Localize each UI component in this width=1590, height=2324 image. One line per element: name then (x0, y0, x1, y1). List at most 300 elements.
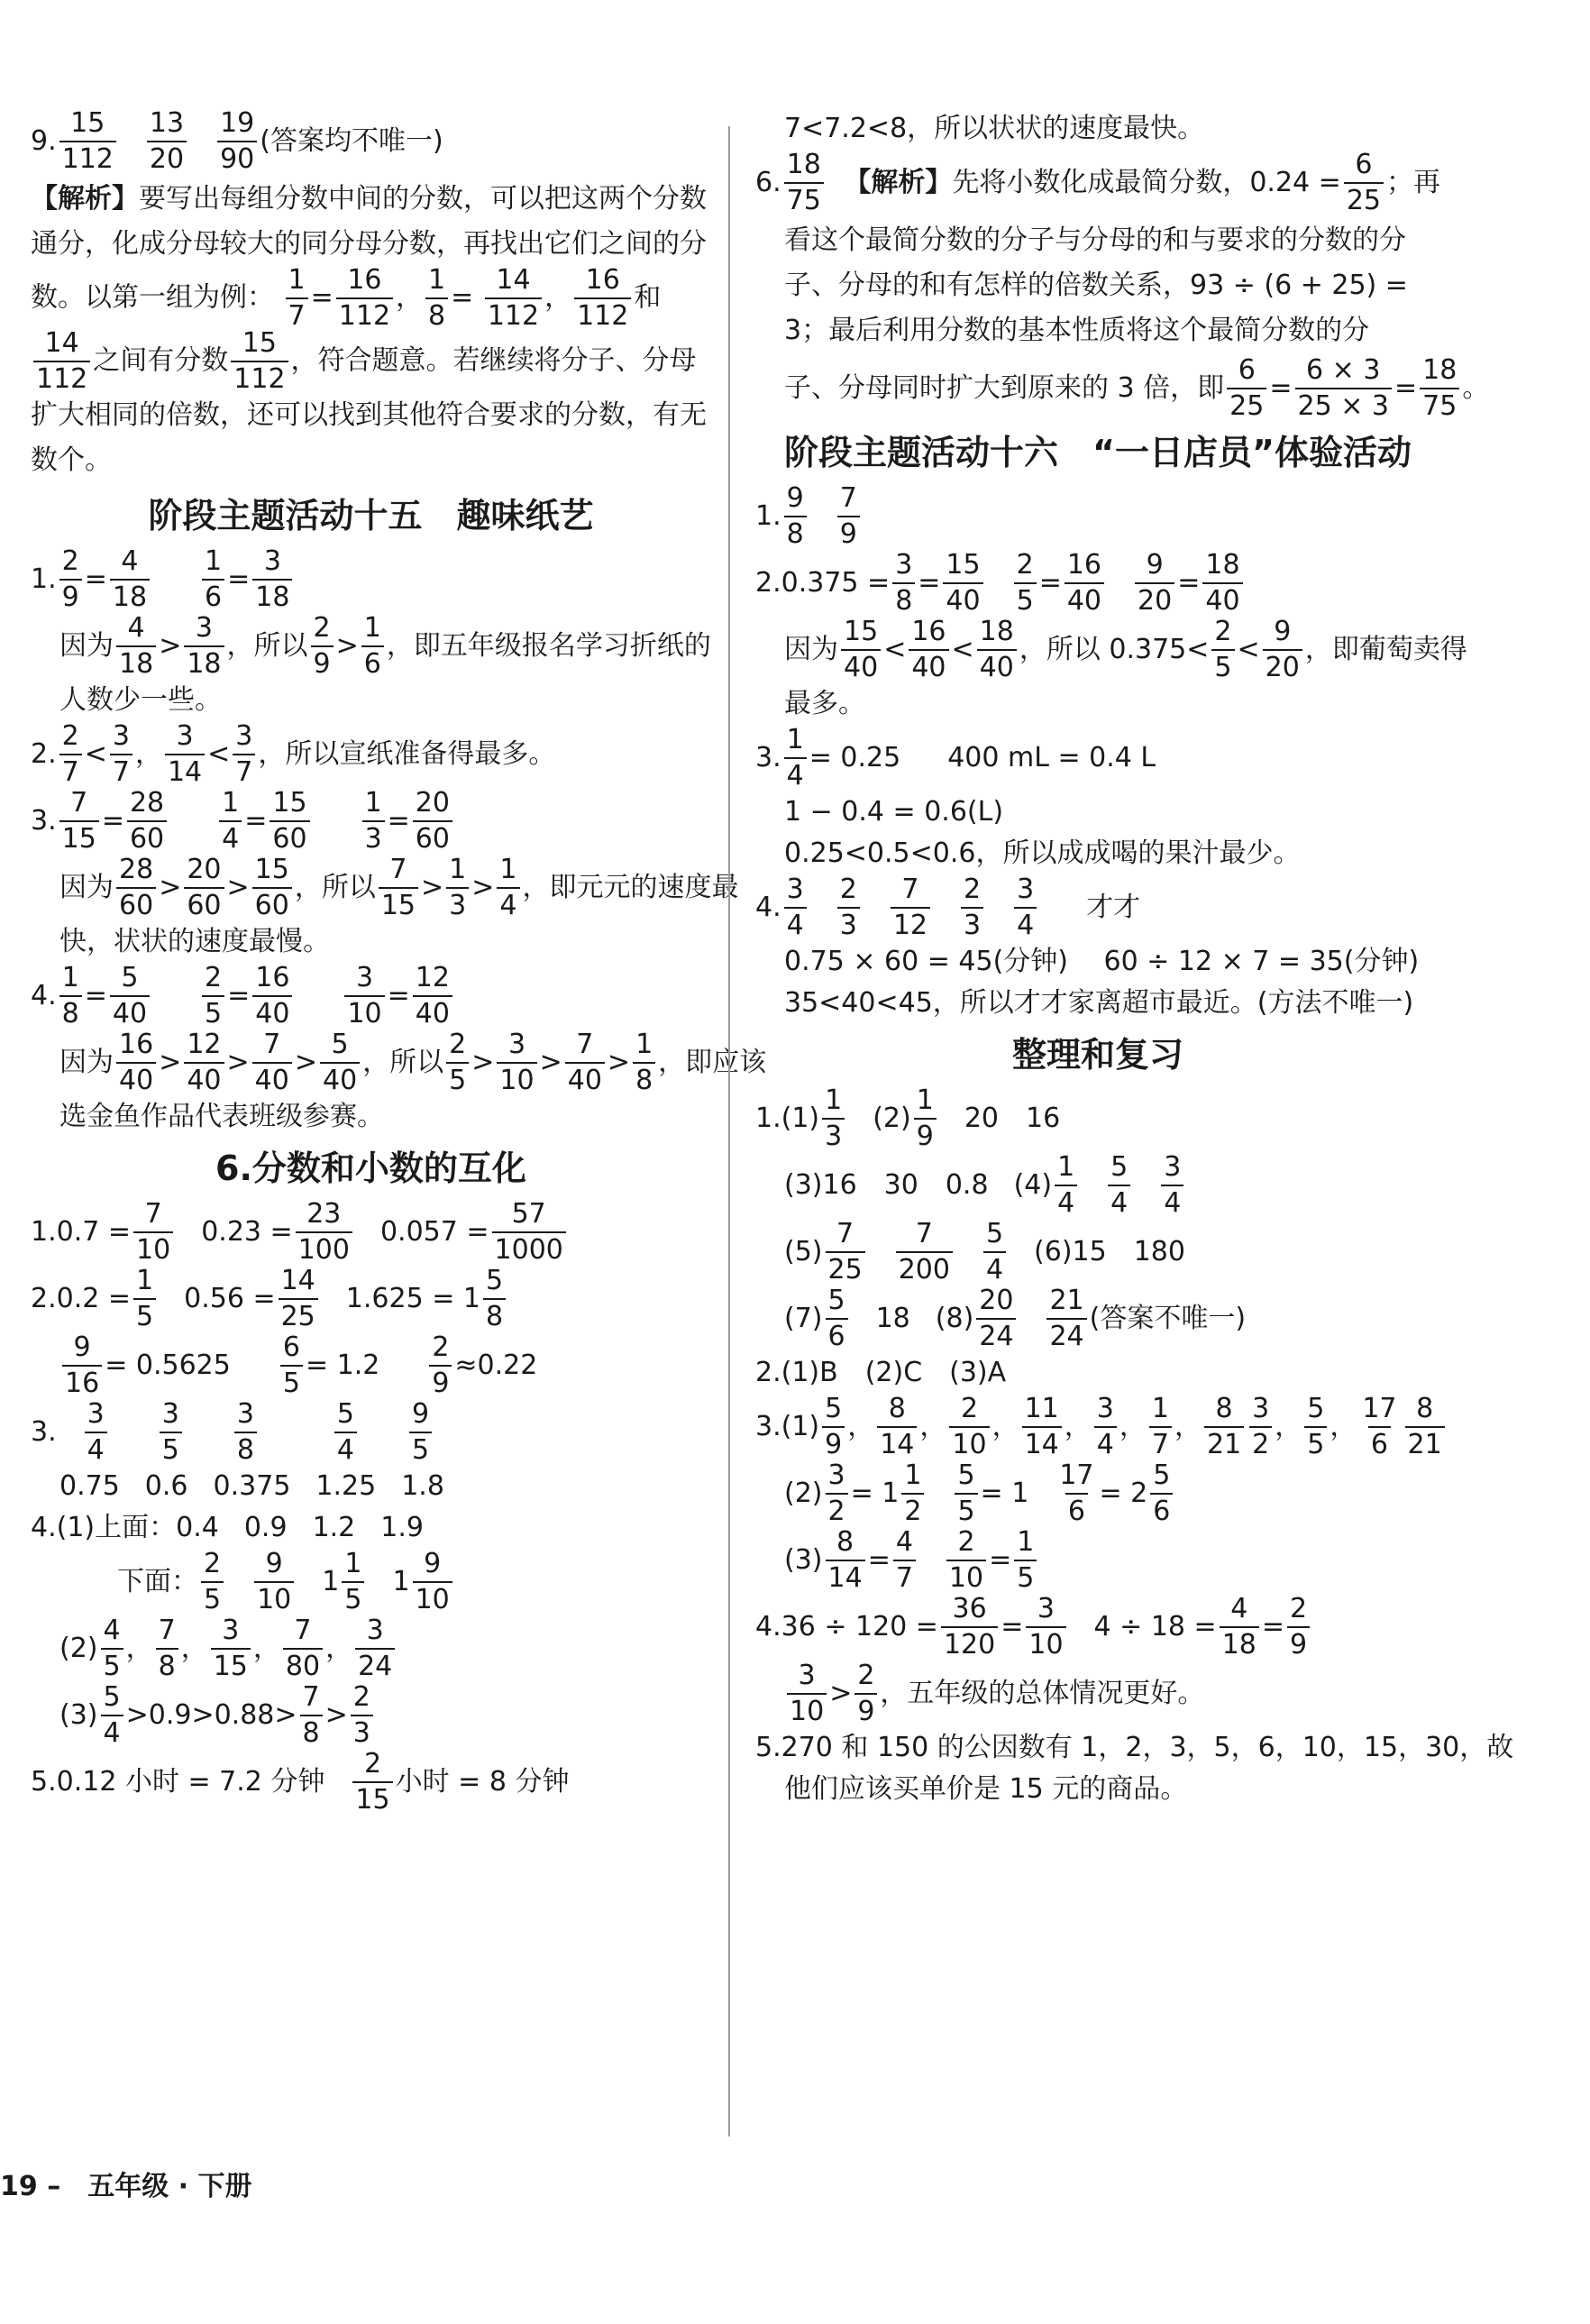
fraction (234, 1398, 257, 1466)
numerator: 9 (1274, 616, 1292, 647)
numerator: 15 (272, 787, 307, 819)
denominator: 40 (841, 649, 881, 682)
equals: = (1001, 1611, 1024, 1642)
denominator: 4 (101, 1715, 123, 1747)
fraction (949, 1395, 989, 1459)
fraction (485, 264, 542, 332)
fraction (826, 1526, 865, 1594)
denominator: 90 (217, 141, 257, 173)
numerator: 1 (428, 264, 446, 296)
numerator: 1 (1151, 1393, 1169, 1424)
text: 因为 (784, 634, 838, 665)
fraction (1014, 876, 1037, 939)
numerator: 3 (222, 1615, 240, 1646)
gt: > (335, 630, 359, 662)
fraction (254, 1548, 294, 1615)
text: ；再 (1386, 167, 1440, 198)
fraction (955, 1459, 977, 1527)
denominator: 25 × 3 (1295, 388, 1392, 420)
fraction (497, 856, 519, 920)
gt: > (471, 872, 495, 903)
gt: > (226, 872, 250, 903)
fraction (1108, 1151, 1130, 1219)
denominator: 25 (826, 1251, 865, 1284)
text: 20 16 (964, 1103, 1061, 1134)
fraction (409, 1398, 432, 1466)
gt: > (324, 1699, 348, 1731)
numerator: 5 (827, 1285, 845, 1316)
fraction (85, 1398, 107, 1466)
denominator: 7 (1149, 1426, 1172, 1459)
text: (8) (935, 1303, 974, 1334)
numerator: 14 (280, 1265, 315, 1296)
numerator: 9 (412, 1398, 430, 1430)
denominator: 8 (784, 516, 807, 548)
numerator: 20 (979, 1285, 1014, 1316)
comma: ， (125, 1633, 153, 1664)
numerator: 2 (957, 1526, 975, 1558)
fraction (231, 327, 288, 395)
fraction (837, 876, 860, 939)
numerator: 1 (1057, 1151, 1075, 1183)
fraction (1287, 1593, 1310, 1661)
denominator: 4 (784, 757, 807, 790)
numerator: 2 (857, 1660, 875, 1691)
numerator: 2 (61, 545, 79, 577)
numerator: 9 (424, 1548, 442, 1579)
numerator: 3 (263, 545, 281, 577)
numerator: 57 (511, 1198, 546, 1230)
value: 0.75 (59, 1470, 120, 1502)
denominator: 14 (826, 1560, 865, 1592)
denominator: 112 (574, 297, 631, 330)
fraction (891, 876, 930, 939)
left-column (31, 106, 767, 1817)
value: 1.9 (380, 1512, 424, 1543)
analysis-9 (31, 177, 711, 483)
fraction (252, 856, 292, 920)
value: 0.375 (213, 1470, 291, 1502)
fraction (565, 1031, 605, 1094)
fraction (941, 1593, 998, 1661)
answer-s15-1 (31, 545, 711, 613)
value: 0.9 (243, 1512, 288, 1543)
numerator: 28 (119, 854, 154, 885)
fraction (914, 1084, 937, 1152)
numerator: 2 (1290, 1593, 1308, 1624)
text: (1) (781, 1411, 820, 1442)
answer-s15-2 (31, 720, 711, 788)
numerator: 1 (635, 1029, 653, 1060)
text: 才才 (1086, 892, 1141, 923)
fraction (1295, 354, 1392, 422)
fraction (841, 618, 881, 682)
denominator: 10 (1026, 1626, 1065, 1659)
fraction (379, 856, 418, 920)
denominator: 20 (147, 141, 187, 173)
fraction (1359, 1395, 1399, 1459)
fraction (483, 1267, 506, 1331)
comma: ， (134, 738, 162, 770)
text: (7) (784, 1303, 823, 1334)
text: ，所以 (226, 630, 308, 662)
denominator: 16 (62, 1365, 102, 1397)
comma: ， (180, 1633, 208, 1664)
answer-rv2: 2.(1)B (2)C (3)A (755, 1357, 1007, 1388)
numerator: 5 (1307, 1393, 1325, 1424)
fraction (1263, 618, 1302, 682)
value: 1.2 (312, 1512, 356, 1543)
fraction (202, 962, 224, 1029)
numerator: 4 (121, 545, 139, 577)
item-number: 4. (755, 1611, 781, 1642)
fraction (1202, 549, 1242, 617)
numerator: 17 (1059, 1459, 1094, 1491)
gt: > (226, 1047, 250, 1078)
denominator: 4 (85, 1432, 107, 1464)
fraction (352, 1748, 392, 1816)
equals: = (387, 980, 410, 1011)
text: (1) (781, 1103, 820, 1134)
numerator: 2 (1016, 549, 1034, 581)
denominator: 60 (270, 820, 309, 853)
text: = 1 (850, 1478, 900, 1509)
item-number: 3. (31, 1416, 57, 1448)
denominator: 3 (837, 907, 860, 939)
denominator: 112 (485, 297, 542, 330)
numerator: 16 (119, 1029, 154, 1060)
fraction (784, 482, 807, 550)
denominator: 40 (116, 1062, 156, 1094)
numerator: 1 (786, 724, 804, 755)
item-number: 1. (31, 1216, 57, 1248)
item-number: 3. (755, 1411, 781, 1442)
item-number: 9. (31, 125, 57, 157)
numerator: 1 (205, 545, 223, 577)
fraction (211, 1617, 251, 1680)
numerator: 3 (1017, 874, 1035, 905)
fraction (837, 482, 860, 550)
numerator: 7 (836, 1218, 854, 1249)
text: 1.625 = 1 (345, 1283, 480, 1314)
numerator: 7 (915, 1218, 933, 1249)
fraction (574, 264, 631, 332)
answer-6-4-2 (31, 1617, 711, 1680)
comma: ， (1330, 1411, 1357, 1442)
fraction (1344, 151, 1384, 215)
numerator: 4 (103, 1615, 121, 1646)
text: (6)15 180 (1034, 1236, 1185, 1267)
denominator: 7 (59, 754, 82, 786)
numerator: 2 (449, 1029, 467, 1060)
text: 18 (875, 1303, 910, 1334)
numerator: 7 (263, 1029, 281, 1060)
item-number: 4. (755, 892, 781, 923)
text: = 0.5625 (105, 1350, 231, 1381)
text: 400 mL = 0.4 L (947, 742, 1156, 773)
denominator: 40 (184, 1062, 224, 1094)
denominator: 8 (892, 582, 915, 615)
numerator: 13 (149, 107, 185, 139)
and-text: 和 (634, 281, 662, 314)
denominator: 7 (286, 297, 308, 330)
text: 36 ÷ 120 = (781, 1611, 938, 1642)
fraction (784, 151, 824, 215)
denominator: 5 (280, 1365, 303, 1397)
answer-6-4-1-lower (31, 1548, 711, 1615)
numerator: 5 (331, 1029, 349, 1060)
fraction (217, 107, 257, 175)
denominator: 4 (219, 820, 242, 853)
fraction (1150, 1459, 1173, 1527)
denominator: 200 (896, 1251, 953, 1284)
fraction (413, 787, 452, 855)
fraction (1046, 1287, 1086, 1350)
fraction (1405, 1395, 1445, 1459)
denominator: 40 (977, 649, 1017, 682)
numerator: 2 (363, 1748, 382, 1780)
numerator: 3 (1037, 1593, 1055, 1624)
numerator: 7 (576, 1029, 594, 1060)
gt: > (607, 1047, 631, 1078)
text: = 1 (980, 1478, 1029, 1509)
numerator: 3 (798, 1660, 816, 1691)
answer-s16-3 (755, 724, 1440, 791)
denominator: 112 (59, 141, 116, 173)
item-number: 6. (755, 167, 781, 198)
fraction (33, 327, 90, 395)
numerator: 3 (195, 612, 213, 644)
text-line: 35<40<45，所以才才家离超市最近。(方法不唯一) (784, 987, 1414, 1019)
numerator: 16 (911, 616, 946, 647)
denominator: 3 (822, 1118, 845, 1150)
denominator: 9 (311, 645, 334, 678)
fraction (822, 1084, 845, 1152)
denominator: 15 (59, 820, 99, 853)
text: 子、分母同时扩大到原来的 3 倍，即 (784, 372, 1225, 404)
comma: ， (1064, 1411, 1092, 1442)
equals: = (227, 563, 251, 595)
fraction (784, 724, 807, 791)
denominator: 8 (300, 1715, 323, 1747)
answer-r6 (755, 151, 1440, 215)
denominator: 24 (1046, 1318, 1086, 1350)
numerator: 3 (112, 720, 130, 752)
equals: = (989, 1544, 1012, 1576)
denominator: 4 (497, 887, 519, 920)
denominator: 9 (1287, 1626, 1310, 1659)
fraction (59, 962, 82, 1029)
fraction (826, 1218, 865, 1286)
fraction (233, 720, 255, 788)
equals: = (1269, 372, 1293, 404)
fraction (1026, 1593, 1065, 1661)
gt: > (159, 630, 182, 662)
numerator: 7 (389, 854, 407, 885)
denominator: 8 (483, 1298, 506, 1331)
numerator: 16 (1066, 549, 1102, 581)
denominator: 6 (1368, 1426, 1391, 1459)
denominator: 3 (446, 887, 469, 920)
answer-6-3 (31, 1398, 711, 1466)
item-number: 4. (31, 980, 57, 1011)
denominator: 10 (497, 1062, 536, 1094)
numerator: 1 (916, 1084, 934, 1116)
text: (3) (59, 1699, 98, 1731)
numerator: 5 (103, 1681, 121, 1713)
denominator: 9 (914, 1118, 937, 1150)
numerator: 7 (144, 1198, 162, 1230)
equals: = (867, 1544, 891, 1576)
analysis-text: 要写出每组分数中间的分数，可以把这两个分数通分，化成分母较大的同分母分数，再找出它们之间的分数。以第一组为例： (31, 183, 707, 314)
item-number: 1. (755, 500, 781, 532)
comma: ， (991, 1411, 1019, 1442)
denominator: 9 (822, 1426, 845, 1459)
equals: = (84, 980, 107, 1011)
denominator: 6 (361, 645, 384, 678)
fraction (320, 1031, 360, 1094)
fraction (1056, 1459, 1096, 1527)
numerator: 7 (302, 1681, 320, 1713)
answer-rv1-d (755, 1287, 1440, 1350)
fraction (976, 1287, 1016, 1350)
text: 0.7 = (56, 1216, 132, 1248)
denominator: 40 (413, 995, 452, 1028)
denominator: 2 (826, 1493, 848, 1525)
fraction (280, 1331, 303, 1399)
denominator: 2 (901, 1493, 924, 1525)
denominator: 5 (409, 1432, 432, 1464)
section-heading: 6.分数和小数的互化 (215, 1148, 526, 1188)
text: ，即元元的速度最 (522, 872, 739, 903)
text-line: 1 − 0.4 = 0.6(L) (784, 796, 1004, 828)
numerator: 3 (236, 1398, 254, 1430)
fraction (1135, 549, 1174, 617)
fraction (270, 787, 309, 855)
whole: 1 (392, 1566, 410, 1597)
fraction (497, 1031, 536, 1094)
numerator: 2 (313, 612, 331, 644)
comma: ， (396, 281, 424, 314)
fraction (59, 787, 99, 855)
gt: > (539, 1047, 562, 1078)
text: (3)16 30 0.8 (784, 1169, 989, 1201)
fraction (446, 1031, 469, 1094)
denominator: 5 (955, 1493, 977, 1525)
denominator: 14 (1022, 1426, 1062, 1459)
denominator: 60 (127, 820, 167, 853)
fraction (127, 787, 167, 855)
numerator: 18 (786, 149, 821, 180)
numerator: 28 (129, 787, 165, 819)
denominator: 5 (201, 1581, 224, 1614)
answer-rv4-b (755, 1662, 1440, 1725)
answer-6-3-values (31, 1468, 711, 1505)
denominator: 8 (59, 995, 82, 1028)
denominator: 18 (184, 645, 224, 678)
fraction (59, 720, 82, 788)
fraction (1420, 354, 1459, 422)
answer-rv1-c (755, 1218, 1440, 1286)
denominator: 7 (893, 1560, 916, 1592)
denominator: 6 (1065, 1493, 1088, 1525)
denominator: 5 (1211, 649, 1234, 682)
denominator: 20 (1263, 649, 1302, 682)
comma: ， (252, 1633, 280, 1664)
section-heading: 阶段主题活动十六 “一日店员”体验活动 (784, 433, 1412, 472)
denominator: 24 (355, 1648, 395, 1680)
column-divider (728, 126, 730, 2136)
item-number: 5. (31, 1766, 57, 1798)
fraction (252, 545, 292, 613)
answer-s15-3-reason (31, 854, 739, 921)
fraction (147, 107, 187, 175)
answer-6-1 (31, 1198, 711, 1266)
note: (答案均不唯一) (260, 125, 443, 157)
analysis-text: ，符合题意。若继续将分子、分母扩大相同的倍数，还可以找到其他符合要求的分数，有无数个。 (31, 344, 707, 476)
denominator: 112 (231, 361, 288, 393)
denominator: 40 (565, 1062, 605, 1094)
fraction (425, 264, 448, 332)
denominator: 40 (909, 649, 948, 682)
numerator: 5 (1153, 1459, 1171, 1491)
text: ，即应该 (658, 1047, 767, 1078)
denominator: 5 (1014, 1560, 1037, 1592)
denominator: 75 (1420, 388, 1459, 420)
fraction (59, 545, 82, 613)
answer-s16-1 (755, 482, 1440, 550)
text: >0.9>0.88> (125, 1699, 297, 1731)
numerator: 14 (44, 327, 79, 359)
fraction (110, 545, 150, 613)
fraction (342, 1548, 364, 1615)
numerator: 1 (825, 1084, 843, 1116)
text-line: 人数少一些。 (59, 684, 222, 716)
text: 。 (1462, 372, 1490, 404)
numerator: 19 (220, 107, 255, 139)
numerator: 3 (827, 1459, 845, 1491)
numerator: 15 (242, 327, 277, 359)
answer-6-2 (31, 1267, 711, 1331)
fraction (429, 1331, 452, 1399)
equals: = (1261, 1611, 1285, 1642)
numerator: 5 (825, 1393, 843, 1424)
text: 因为 (59, 872, 114, 903)
denominator: 25 (1344, 182, 1384, 215)
numerator: 2 (205, 962, 223, 993)
numerator: 8 (888, 1393, 906, 1424)
numerator: 9 (786, 482, 804, 514)
answer-s16-2 (755, 549, 1440, 617)
value: 1.25 (315, 1470, 377, 1502)
fraction (311, 612, 334, 680)
numerator: 3 (895, 549, 913, 581)
text: = 1.2 (305, 1350, 380, 1381)
fraction (110, 962, 150, 1029)
fraction (854, 1662, 877, 1725)
denominator: 10 (413, 1581, 452, 1614)
fraction (413, 1548, 452, 1615)
fraction (1211, 618, 1234, 682)
numerator: 12 (187, 1029, 222, 1060)
answer-rv1-b (755, 1151, 1440, 1219)
denominator: 10 (949, 1426, 989, 1459)
denominator: 100 (296, 1231, 352, 1264)
denominator: 4 (1161, 1185, 1183, 1217)
denominator: 60 (116, 887, 156, 920)
fraction (896, 1218, 953, 1286)
item-number: 1. (755, 1103, 781, 1134)
